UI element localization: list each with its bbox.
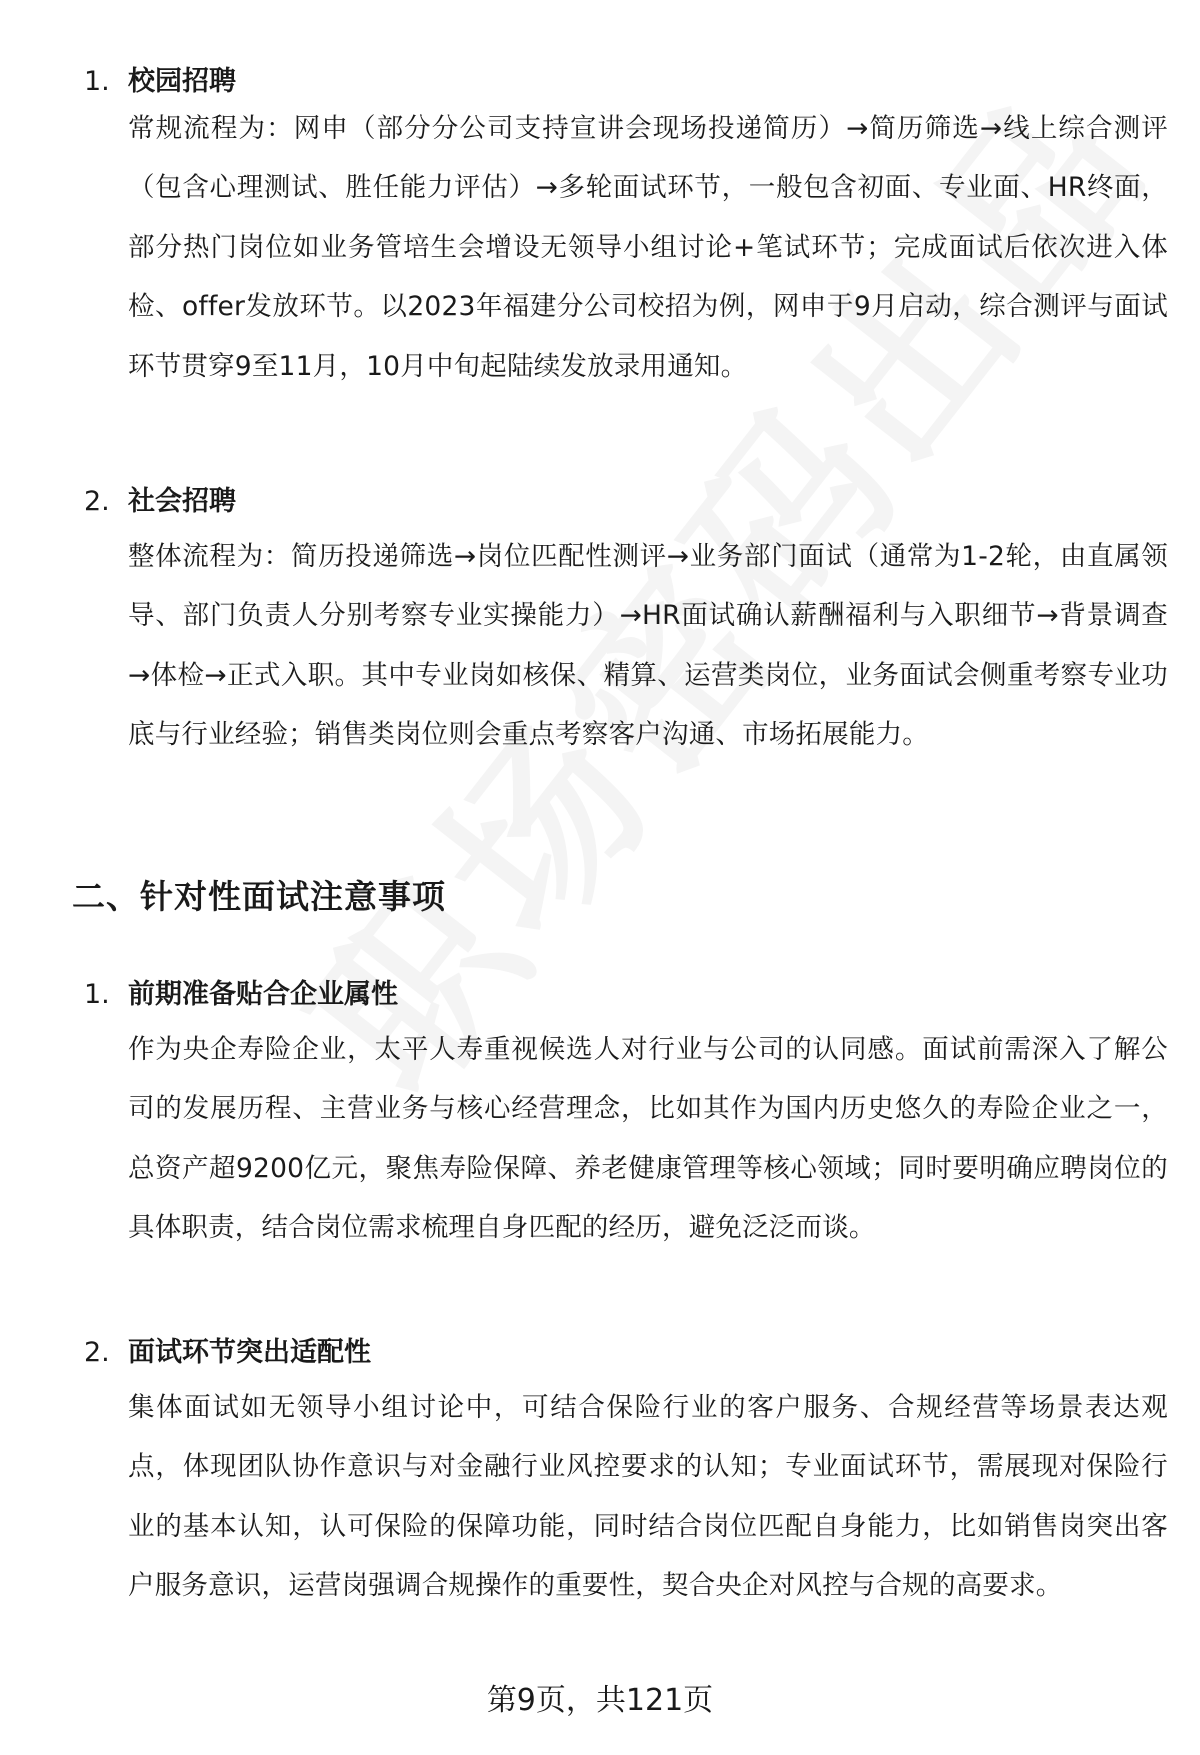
list-item-body: 常规流程为：网申（部分分公司支持宣讲会现场投递简历）→简历筛选→线上综合测评（包含心理测试、胜任能力评估）→多轮面试环节，一般包含初面、专业面、HR终面，部分热门岗位如业务管培生会增设无领导小组讨论+笔试环节；完成面试后依次进入体检、offer发放环节。以2023年福建分公司校招为例，网申于9月启动，综合测评与面试环节贯穿9至11月，10月中旬起陆续发放录用通知。: [128, 113, 1168, 382]
list-item-body: 集体面试如无领导小组讨论中，可结合保险行业的客户服务、合规经营等场景表达观点，体现团队协作意识与对金融行业风控要求的认知；专业面试环节，需展现对保险行业的基本认知，认可保险的保障功能，同时结合岗位匹配自身能力，比如销售岗突出客户服务意识，运营岗强调合规操作的重要性，契合央企对风控与合规的高要求。: [128, 1392, 1168, 1602]
list-item-title: 面试环节突出适配性: [128, 1337, 371, 1368]
page-number: 第9页，共121页: [486, 1683, 714, 1718]
list-item-body: 整体流程为：简历投递筛选→岗位匹配性测评→业务部门面试（通常为1-2轮，由直属领导、部门负责人分别考察专业实操能力）→HR面试确认薪酬福利与入职细节→背景调查→体检→正式入职。其中专业岗如核保、精算、运营类岗位，业务面试会侧重考察专业功底与行业经验；销售类岗位则会重点考察客户沟通、市场拓展能力。: [128, 541, 1168, 751]
list-item-number: 2.: [84, 486, 110, 517]
list-item-title: 社会招聘: [128, 486, 236, 517]
list-item-number: 1.: [84, 66, 110, 97]
list-item-body: 作为央企寿险企业，太平人寿重视候选人对行业与公司的认同感。面试前需深入了解公司的发展历程、主营业务与核心经营理念，比如其作为国内历史悠久的寿险企业之一，总资产超9200亿元，聚焦寿险保障、养老健康管理等核心领域；同时要明确应聘岗位的具体职责，结合岗位需求梳理自身匹配的经历，避免泛泛而谈。: [128, 1034, 1168, 1244]
list-item-heading: [84, 482, 1124, 522]
list-item-heading: [84, 975, 1124, 1015]
list-item-heading: [84, 1333, 1124, 1373]
list-item-heading: [84, 62, 1124, 102]
section-heading: 二、针对性面试注意事项: [72, 877, 446, 916]
list-item-number: 2.: [84, 1337, 110, 1368]
list-item-title: 前期准备贴合企业属性: [128, 979, 398, 1010]
list-item-title: 校园招聘: [128, 66, 236, 97]
list-item-number: 1.: [84, 979, 110, 1010]
